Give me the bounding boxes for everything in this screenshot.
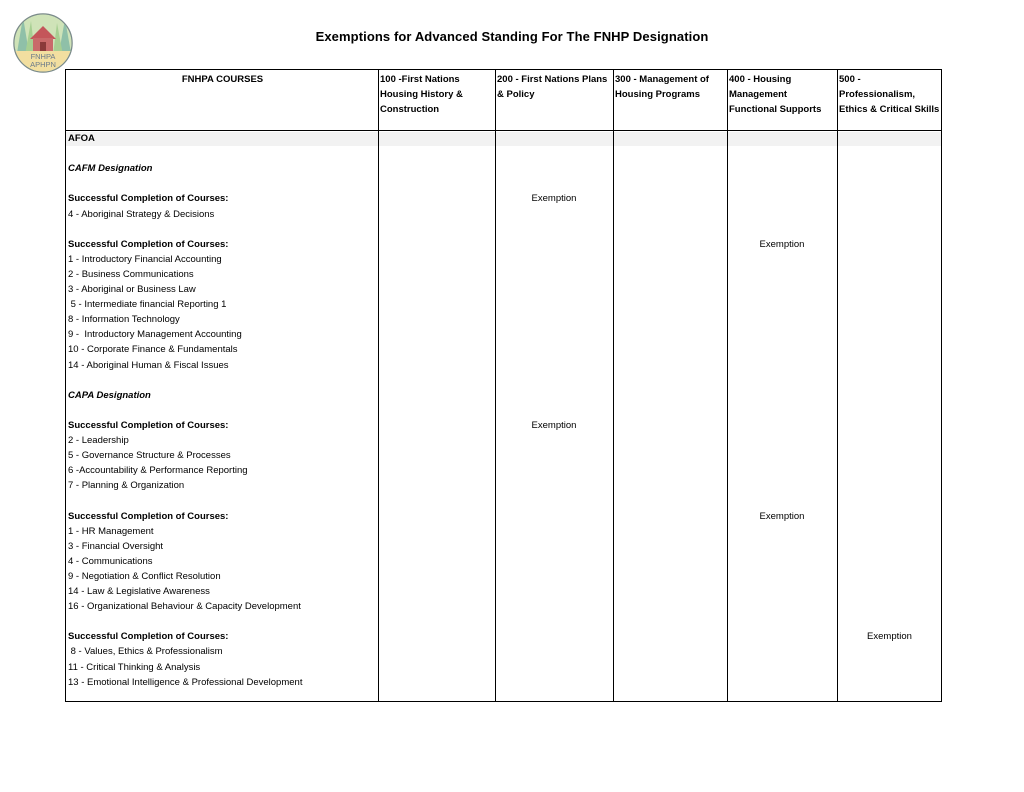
course-line: 9 - Introductory Management Accounting [68, 329, 242, 341]
col-divider-3 [613, 70, 614, 701]
column-header-line: Professionalism, [839, 89, 916, 100]
course-line: 3 - Aboriginal or Business Law [68, 284, 196, 295]
course-line: Successful Completion of Courses: [68, 510, 229, 522]
course-line: 2 - Business Communications [68, 268, 194, 280]
exemption-label: Exemption [759, 510, 805, 522]
course-line: Successful Completion of Courses: [68, 238, 229, 250]
svg-text:FNHPA: FNHPA [30, 52, 56, 61]
column-header-3 [615, 72, 726, 102]
column-header-line: & Policy [497, 89, 535, 100]
column-header-line: Management [729, 89, 788, 100]
course-line: 2 - Leadership [68, 435, 129, 446]
header-divider [66, 130, 941, 131]
exemption-label: Exemption [867, 631, 912, 643]
course-line: 7 - Planning & Organization [68, 480, 185, 492]
exemption-label: Exemption [531, 193, 577, 205]
column-header-line: 500 - [839, 74, 861, 85]
column-header-line: Construction [380, 104, 440, 115]
course-line: 13 - Emotional Intelligence & Professional Development [68, 676, 303, 688]
svg-text:APHPN: APHPN [30, 60, 56, 69]
course-line: 5 - Governance Structure & Processes [68, 450, 231, 462]
course-line: CAPA Designation [68, 389, 151, 401]
course-line: 6 -Accountability & Performance Reporting [68, 465, 248, 477]
col-divider-5 [837, 70, 838, 701]
exemptions-table [65, 69, 942, 702]
course-line: 14 - Aboriginal Human & Fiscal Issues [68, 359, 229, 371]
course-line: 5 - Intermediate financial Reporting 1 [68, 299, 227, 311]
course-line: 4 - Aboriginal Strategy & Decisions [68, 208, 215, 220]
col-divider-4 [727, 70, 728, 701]
course-line: 8 - Values, Ethics & Professionalism [68, 646, 223, 658]
course-line: 1 - Introductory Financial Accounting [68, 253, 222, 265]
course-line: 4 - Communications [68, 555, 153, 567]
column-header-line: 100 -First Nations [380, 74, 460, 85]
course-line: Successful Completion of Courses: [68, 419, 229, 431]
course-line: Successful Completion of Courses: [68, 193, 229, 205]
column-header-4 [729, 72, 836, 117]
column-header-5 [839, 72, 941, 117]
course-line: 3 - Financial Oversight [68, 540, 164, 552]
column-header-line: Housing Programs [615, 89, 700, 100]
course-line: 16 - Organizational Behaviour & Capacity Development [68, 601, 301, 613]
course-line: 1 - HR Management [68, 525, 154, 537]
course-line: Successful Completion of Courses: [68, 631, 229, 643]
course-line: 14 - Law & Legislative Awareness [68, 586, 210, 597]
column-header-line: 300 - Management of [615, 74, 709, 85]
col-divider-1 [378, 70, 379, 701]
column-header-2 [497, 72, 612, 102]
page-title: Exemptions for Advanced Standing For The FNHP Designation [315, 29, 709, 44]
course-line: 10 - Corporate Finance & Fundamentals [68, 344, 238, 356]
course-line: 11 - Critical Thinking & Analysis [68, 661, 201, 673]
column-header-0 [68, 72, 377, 87]
column-header-line: Functional Supports [729, 104, 822, 115]
column-header-line: 400 - Housing [729, 74, 792, 85]
exemption-label: Exemption [531, 419, 577, 431]
column-header-line: Ethics & Critical Skills [839, 104, 940, 115]
column-header-line: FNHPA COURSES [181, 74, 264, 85]
exemption-label: Exemption [759, 238, 805, 250]
course-line: 8 - Information Technology [68, 314, 180, 326]
column-header-line: 200 - First Nations Plans [497, 74, 608, 85]
course-line: CAFM Designation [68, 163, 153, 175]
column-header-line: Housing History & [380, 89, 463, 100]
afoa-row-band [66, 132, 941, 146]
column-header-1 [380, 72, 494, 117]
course-line: 9 - Negotiation & Conflict Resolution [68, 570, 221, 582]
course-line: AFOA [68, 133, 95, 144]
col-divider-2 [495, 70, 496, 701]
